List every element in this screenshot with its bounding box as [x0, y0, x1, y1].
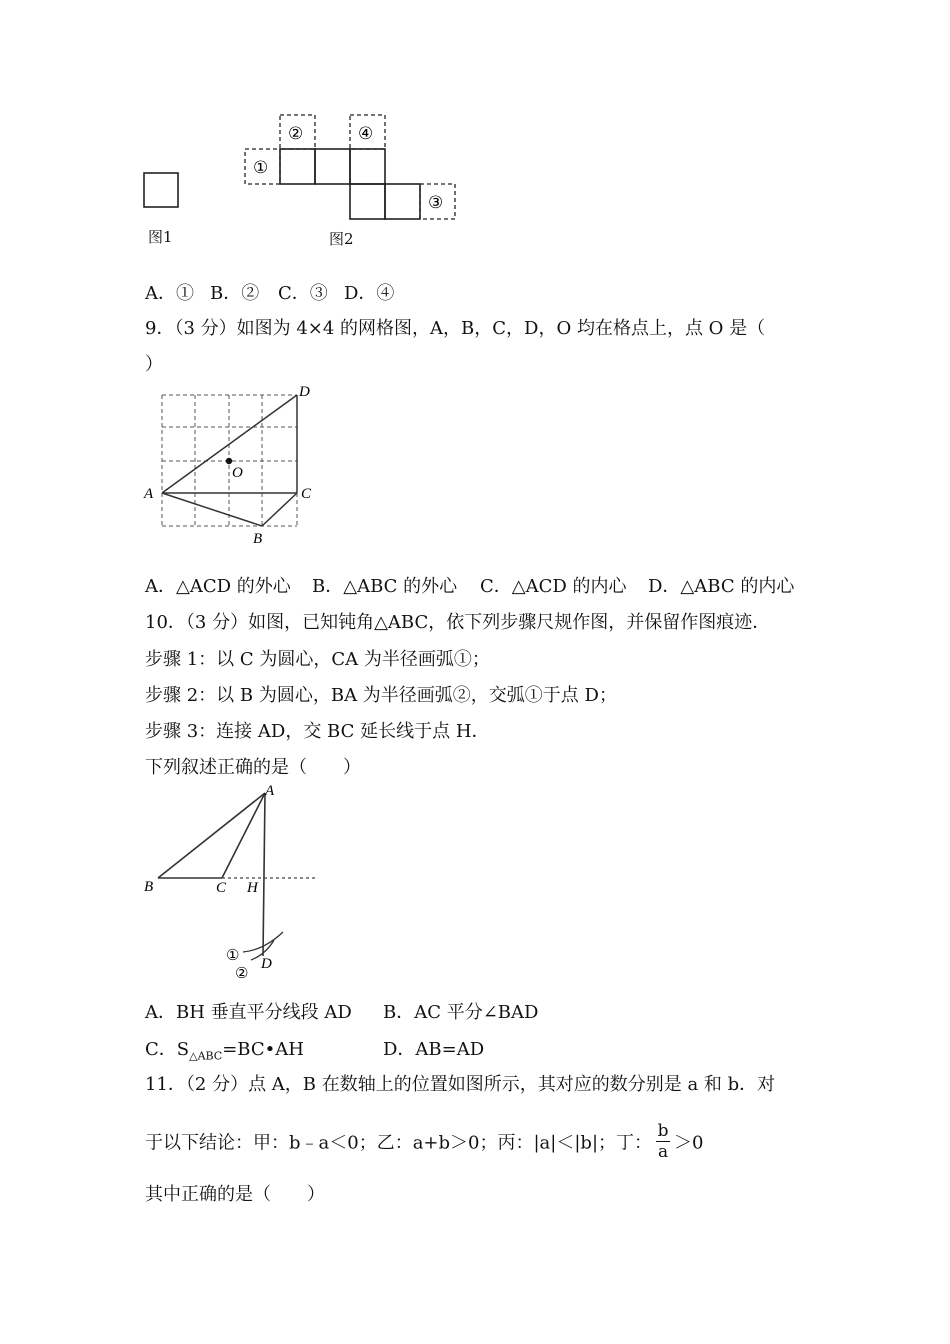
- figure-1-caption: 图1: [148, 228, 173, 246]
- q9-label-c: C: [301, 486, 312, 502]
- q11-question: 其中正确的是（ ）: [145, 1184, 325, 1205]
- q10-arc-1-label: ①: [226, 948, 240, 964]
- marker-2: ②: [288, 124, 304, 143]
- q9-label-b: B: [253, 531, 263, 547]
- q10-step-1: 步骤 1：以 C 为圆心，CA 为半径画弧①；: [145, 649, 490, 670]
- q10-label-a: A: [265, 783, 275, 799]
- q9-option-b: B．△ABC 的外心: [312, 576, 458, 597]
- marker-4: ④: [358, 124, 374, 143]
- q10-option-c-suffix: =BC•AH: [222, 1039, 304, 1060]
- q10-option-c-subscript: △ABC: [189, 1049, 223, 1063]
- marker-3: ③: [428, 193, 444, 212]
- q10-label-c: C: [216, 880, 227, 896]
- q10-step-3: 步骤 3：连接 AD，交 BC 延长线于点 H．: [145, 721, 490, 742]
- q10-options-row-1: [145, 998, 538, 1024]
- q8-option-a: A．①: [145, 283, 194, 304]
- q9-label-o: O: [232, 465, 243, 481]
- q10-option-b: B．AC 平分∠BAD: [383, 1002, 539, 1023]
- q10-option-d: D．AB=AD: [383, 1039, 485, 1060]
- q8-option-d: D．④: [344, 283, 395, 304]
- q10-question: 下列叙述正确的是（ ）: [145, 757, 361, 778]
- q9-label-d: D: [299, 384, 310, 400]
- q9-stem: 9．（3 分）如图为 4×4 的网格图，A，B，C，D，O 均在格点上，点 O 是（: [145, 318, 766, 339]
- q10-step-2: 步骤 2：以 B 为圆心，BA 为半径画弧②，交弧①于点 D；: [145, 685, 617, 706]
- cube-net-figure-2: [240, 110, 460, 225]
- q11-fraction-numerator: b: [657, 1121, 669, 1141]
- q11-conclusions-text: 于以下结论：甲：b﹣a＜0；乙：a+b＞0；丙：|a|＜|b|；丁：: [145, 1132, 653, 1154]
- q9-option-c: C．△ACD 的内心: [480, 576, 627, 597]
- q8-options: [145, 279, 394, 305]
- q11-fraction: [656, 1121, 670, 1162]
- q9-stem-cont: ）: [145, 354, 163, 375]
- q11-stem: 11．（2 分）点 A，B 在数轴上的位置如图所示，其对应的数分别是 a 和 b．对: [145, 1074, 776, 1095]
- cube-net-figure-1: [140, 168, 185, 213]
- q8-option-b: B．②: [210, 283, 260, 304]
- q11-fraction-tail: ＞0: [674, 1132, 704, 1154]
- q9-label-a: A: [144, 486, 154, 502]
- q8-option-c: C．③: [278, 283, 328, 304]
- q10-construction-figure: [140, 782, 330, 982]
- q9-options: [145, 572, 794, 598]
- q11-fraction-denominator: a: [657, 1142, 669, 1162]
- q11-conclusions: [145, 1123, 703, 1164]
- q9-option-a: A．△ACD 的外心: [145, 576, 291, 597]
- q10-option-c: [145, 1035, 383, 1063]
- figure-2-caption: 图2: [329, 230, 354, 248]
- marker-1: ①: [253, 158, 269, 177]
- q10-arc-2-label: ②: [235, 966, 249, 982]
- q10-option-a: A．BH 垂直平分线段 AD: [145, 1002, 352, 1023]
- q10-label-h: H: [247, 880, 258, 896]
- q10-option-c-prefix: C．S: [145, 1039, 190, 1060]
- q10-label-d: D: [261, 956, 272, 972]
- q10-label-b: B: [144, 879, 154, 895]
- q9-option-d: D．△ABC 的内心: [648, 576, 795, 597]
- q10-stem: 10．（3 分）如图，已知钝角△ABC，依下列步骤尺规作图，并保留作图痕迹．: [145, 612, 771, 633]
- q10-options-row-2: [145, 1035, 484, 1063]
- q9-grid-figure: [140, 380, 330, 550]
